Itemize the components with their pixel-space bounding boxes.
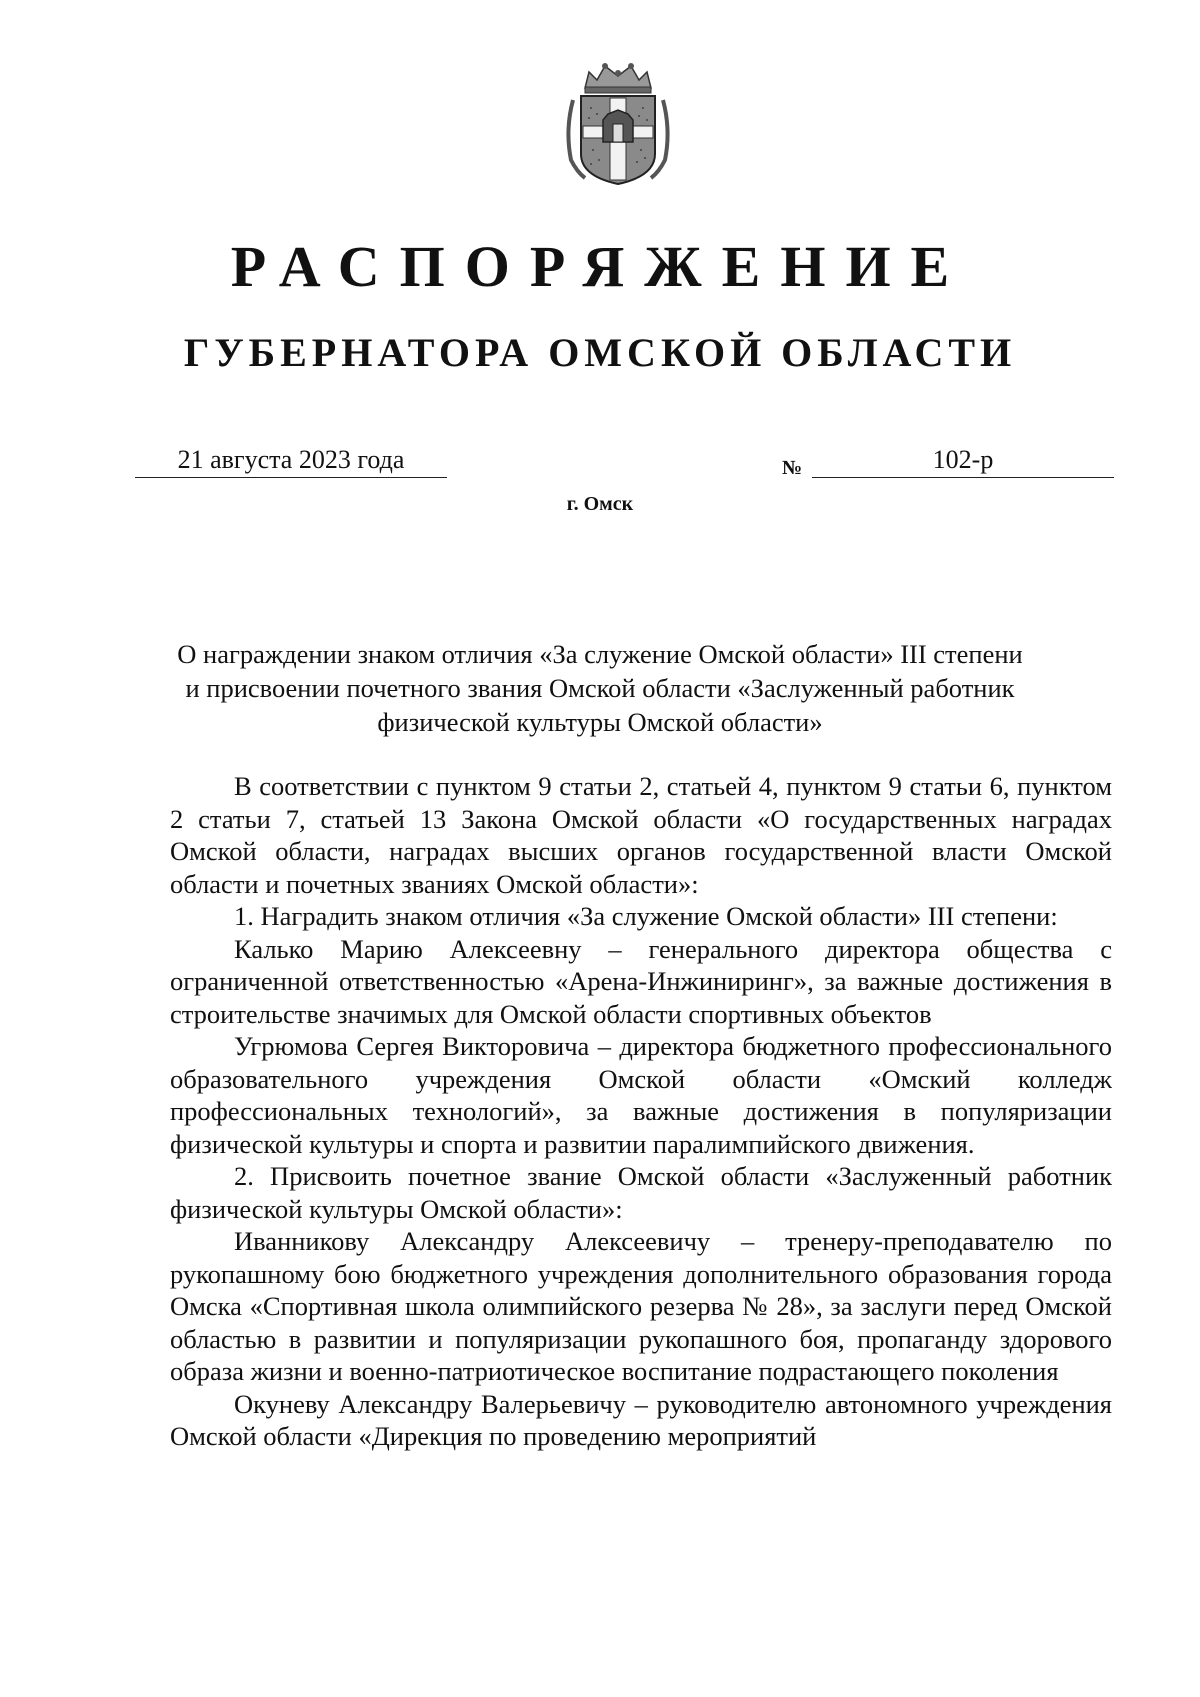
subject-line: О награждении знаком отличия «За служение Омской области» III степени: [177, 639, 1023, 669]
awardee-paragraph: Иванникову Александру Алексеевичу – тренеру-преподавателю по рукопашному бою бюджетного учреждения дополнительного образования города Омска «Спортивная школа олимпийского резерва № 28», за заслуги перед Омской областью в развитии и популяризации рукопашного боя, пропаганду здорового образа жизни и военно-патриотическое воспитание подрастающего поколения: [170, 1226, 1112, 1386]
document-city: г. Омск: [566, 493, 634, 515]
document-subtitle: ГУБЕРНАТОРА ОМСКОЙ ОБЛАСТИ: [183, 330, 1017, 375]
awardee-paragraph: Угрюмова Сергея Викторовича – директора бюджетного профессионального образовательного учреждения Омской области «Омский колледж профессиональных технологий», за важные достижения в популяризации физической культуры и спорта и развитии паралимпийского движения.: [170, 1031, 1112, 1159]
subject-line: и присвоении почетного звания Омской области «Заслуженный работник: [185, 673, 1015, 703]
number-sign: №: [782, 457, 803, 479]
preamble-paragraph: В соответствии с пунктом 9 статьи 2, статьей 4, пунктом 9 статьи 6, пунктом 2 статьи 7, статьей 13 Закона Омской области «О государственных наградах Омской области, наградах высших органов государственной власти Омской области и почетных званиях Омской области»:: [170, 771, 1112, 899]
document-subject: [150, 637, 1050, 739]
document-date: 21 августа 2023 года: [135, 445, 447, 478]
clause-2-paragraph: 2. Присвоить почетное звание Омской области «Заслуженный работник физической культуры Омской области»:: [170, 1161, 1112, 1224]
subject-line: физической культуры Омской области»: [377, 707, 823, 737]
document-body: [170, 770, 1112, 1453]
coat-of-arms-emblem: [563, 60, 673, 188]
awardee-paragraph: Окуневу Александру Валерьевичу – руководителю автономного учреждения Омской области «Дирекция по проведению мероприятий: [170, 1388, 1112, 1451]
clause-1-paragraph: 1. Наградить знаком отличия «За служение Омской области» III степени:: [234, 901, 1058, 931]
awardee-paragraph: Калько Марию Алексеевну – генерального директора общества с ограниченной ответственностью «Арена-Инжиниринг», за важные достижения в строительстве значимых для Омской области спортивных объектов: [170, 933, 1112, 1029]
document-title: РАСПОРЯЖЕНИЕ: [230, 234, 970, 299]
document-number: 102-р: [812, 445, 1114, 478]
